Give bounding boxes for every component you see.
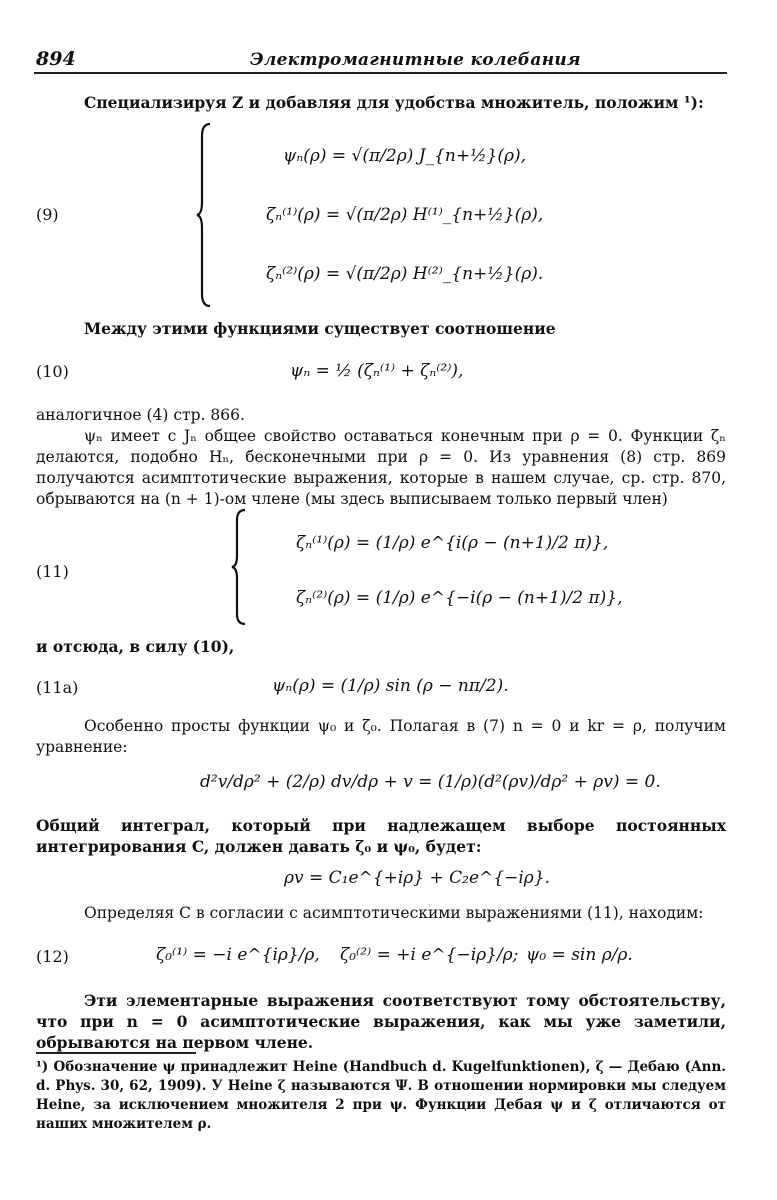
header-rule <box>34 72 727 74</box>
page-number: 894 <box>36 48 76 70</box>
eq12-part3: ψ₀ = sin ρ/ρ. <box>526 945 633 965</box>
eq11a-formula: ψₙ(ρ) = (1/ρ) sin (ρ − nπ/2). <box>272 676 509 696</box>
eq9-line1: ψₙ(ρ) = √(π/2ρ) J_{n+½}(ρ), <box>283 146 527 166</box>
paragraph-psi: ψₙ имеет с Jₙ общее свойство оставаться конечным при ρ = 0. Функции ζₙ делаются, подобно Hₙ, бесконечными при ρ = 0. Из уравнения (8) стр. 869 получаются асимптотические выражения, которые в нашем случае, ср. стр. 870, обрываются на (n + 1)-ом члене (мы здесь выписываем только первый член) <box>36 427 726 508</box>
eq9-line3: ζₙ⁽²⁾(ρ) = √(π/2ρ) H⁽²⁾_{n+½}(ρ). <box>266 264 544 284</box>
eq12-part2: ζ₀⁽²⁾ = +i e^{−iρ}/ρ; <box>340 945 519 965</box>
eq-ode: d²v/dρ² + (2/ρ) dv/dρ + v = (1/ρ)(d²(ρv)/dρ² + ρv) = 0. <box>200 772 661 792</box>
eq12-label: (12) <box>36 947 69 966</box>
paragraph-hence: и отсюда, в силу (10), <box>36 637 235 656</box>
eq12-part1: ζ₀⁽¹⁾ = −i e^{iρ}/ρ, <box>156 945 320 965</box>
paragraph-define: Определяя C в согласии с асимптотическими выражениями (11), находим: <box>84 904 704 922</box>
paragraph-between: Между этими функциями существует соотношение <box>84 319 556 338</box>
paragraph-intro: Специализируя Z и добавляя для удобства множитель, положим ¹): <box>84 93 704 112</box>
eq9-line2: ζₙ⁽¹⁾(ρ) = √(π/2ρ) H⁽¹⁾_{n+½}(ρ), <box>266 205 544 225</box>
eq11a-label: (11a) <box>36 678 79 697</box>
eq-general: ρv = C₁e^{+iρ} + C₂e^{−iρ}. <box>284 868 550 888</box>
running-title: Электромагнитные колебания <box>250 50 581 70</box>
eq10-label: (10) <box>36 362 69 381</box>
eq11-line1: ζₙ⁽¹⁾(ρ) = (1/ρ) e^{i(ρ − (n+1)/2 π)}, <box>296 533 609 553</box>
paragraph-simple: Особенно просты функции ψ₀ и ζ₀. Полагая в (7) n = 0 и kr = ρ, получим уравнение: <box>36 717 726 756</box>
eq9-brace <box>196 122 216 308</box>
paragraph-analog: аналогичное (4) стр. 866. <box>36 406 245 424</box>
paragraph-general: Общий интеграл, который при надлежащем выборе постоянных интегрирования C, должен давать ζ₀ и ψ₀, будет: <box>36 816 726 856</box>
eq11-brace <box>231 508 251 626</box>
footnote-rule <box>36 1052 196 1054</box>
eq9-label: (9) <box>36 205 59 224</box>
eq10-formula: ψₙ = ½ (ζₙ⁽¹⁾ + ζₙ⁽²⁾), <box>290 361 464 381</box>
eq11-label: (11) <box>36 562 69 581</box>
eq11-line2: ζₙ⁽²⁾(ρ) = (1/ρ) e^{−i(ρ − (n+1)/2 π)}, <box>296 588 623 608</box>
paragraph-final: Эти элементарные выражения соответствуют тому обстоятельству, что при n = 0 асимптотические выражения, как мы уже заметили, обрываются на первом члене. <box>36 991 726 1052</box>
footnote: ¹) Обозначение ψ принадлежит Heine (Handbuch d. Kugelfunktionen), ζ — Дебаю (Ann. d. Phys. 30, 62, 1909). У Heine ζ называются Ψ. В отношении нормировки мы следуем Heine, за исключением множителя 2 при ψ. Функции Дебая ψ и ζ отличаются от наших множителем ρ. <box>36 1059 726 1132</box>
